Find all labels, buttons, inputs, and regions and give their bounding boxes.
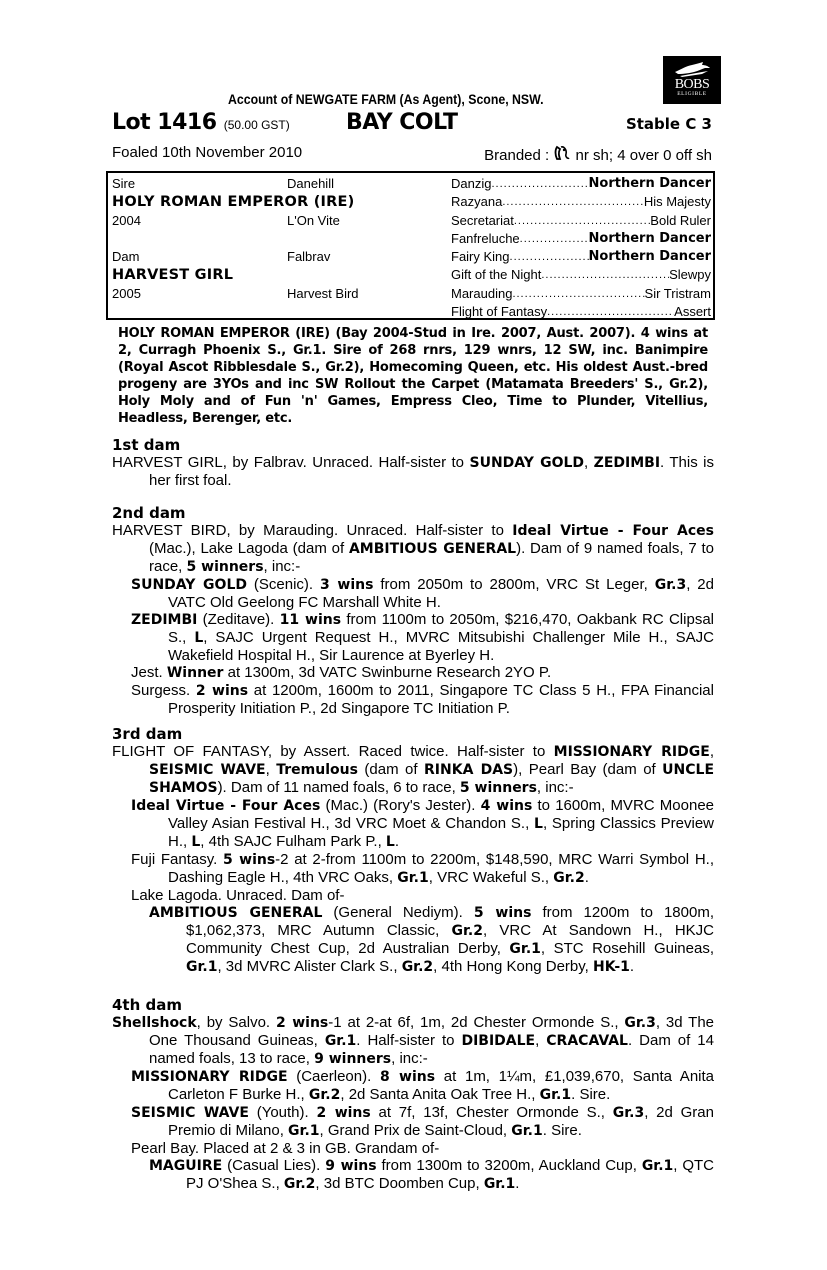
ancestor-sire: Slewpy (669, 267, 711, 283)
ancestor-sire: Northern Dancer (588, 230, 711, 246)
progeny-entry: Ideal Virtue - Four Aces (Mac.) (Rory's Jester). 4 wins to 1600m, MVRC Moonee Valley Asian Festival H., 3d VRC Moet & Chandon S., L, Spring Classics Preview H., L, 4th SAJC Fulham Park P., L. (131, 797, 715, 850)
leader-dots (512, 285, 644, 303)
section-heading: 2nd dam (112, 504, 186, 522)
logo-bobs-text: BOBS (674, 77, 710, 92)
pedigree-ancestors (451, 175, 711, 321)
ancestor-name: Gift of the Night (451, 267, 542, 283)
ancestor-row (451, 248, 711, 266)
logo-eligible-text: ELIGIBLE (677, 91, 707, 97)
gst-amount: (50.00 GST) (223, 118, 290, 132)
dam-paragraph: HARVEST GIRL, by Falbrav. Unraced. Half-sister to SUNDAY GOLD, ZEDIMBI. This is her first foal. (112, 454, 715, 489)
progeny-entry: AMBITIOUS GENERAL (General Nediym). 5 wins from 1200m to 1800m, $1,062,373, MRC Autumn Classic, Gr.2, VRC At Sandown H., HKJC Community Chest Cup, 2d Australian Derby, Gr.1, STC Rosehill Guineas, Gr.1, 3d MVRC Alister Clark S., Gr.2, 4th Hong Kong Derby, HK-1. (149, 904, 715, 975)
third-dam-section (112, 725, 714, 976)
leader-dots (541, 266, 669, 284)
ancestor-name: Razyana (451, 194, 503, 210)
brand-mark-icon (553, 144, 571, 162)
bobs-eligible-logo (663, 56, 721, 104)
progeny-entry: MISSIONARY RIDGE (Caerleon). 8 wins at 1m, 1¼m, £1,039,670, Santa Anita Carleton F Burke H., Gr.2, 2d Santa Anita Oak Tree H., Gr.1. Sire. (131, 1068, 715, 1103)
pedigree-parents (112, 175, 442, 303)
sire-label: Sire (112, 176, 136, 191)
ancestor-name: Flight of Fantasy (451, 304, 548, 320)
dam-paragraph: Shellshock, by Salvo. 2 wins-1 at 2-at 6f, 1m, 2d Chester Ormonde S., Gr.3, 3d The One Thousand Guineas, Gr.1. Half-sister to DIBIDALE, CRACAVAL. Dam of 14 named foals, 13 to race, 9 winners, inc:- (112, 1014, 715, 1067)
dam-name: HARVEST GIRL (112, 267, 234, 284)
progeny-entry: Pearl Bay. Placed at 2 & 3 in GB. Grandam of- (131, 1140, 440, 1157)
ancestor-row (451, 266, 711, 284)
brand-info (484, 144, 712, 164)
section-heading: 3rd dam (112, 725, 183, 743)
branded-label: Branded : (484, 147, 550, 164)
ancestor-sire: Northern Dancer (588, 249, 711, 265)
ancestor-sire: Northern Dancer (588, 176, 711, 191)
ancestor-sire: His Majesty (643, 194, 711, 210)
leader-dots (502, 193, 644, 211)
ancestor-sire: Sir Tristram (644, 285, 711, 301)
leader-dots (514, 212, 650, 230)
progeny-entry: ZEDIMBI (Zeditave). 11 wins from 1100m to 2050m, $216,470, Oakbank RC Clipsal S., L, SAJC Urgent Request H., MVRC Mitsubishi Challenger Mile H., SAJC Wakefield Hospital H., Sir Laurence at Byerley H. (131, 611, 715, 664)
sire-summary: HOLY ROMAN EMPEROR (IRE) (Bay 2004-Stud in Ire. 2007, Aust. 2007). 4 wins at 2, Curragh Phoenix S., Gr.1. Sire of 268 rnrs, 129 wnrs, 12 SW, inc. Banimpire (Royal Ascot Ribblesdale S., Gr.2), Homecoming Queen, etc. His oldest Aust.-bred progeny are 3YOs and inc SW Rollout the Carpet (Matamata Breeders' S., Gr.2), Holy Moly and of Fun 'n' Games, Empress Cleo, Time to Plunder, Vitellius, Headless, Berenger, etc. (118, 326, 708, 426)
leader-dots (547, 303, 674, 321)
sire-sire: Danehill (287, 176, 334, 191)
dam-paragraph: HARVEST BIRD, by Marauding. Unraced. Half-sister to Ideal Virtue - Four Aces (Mac.), Lake Lagoda (dam of AMBITIOUS GENERAL). Dam of 9 named foals, 7 to race, 5 winners, inc:- (112, 522, 715, 575)
progeny-entry: Surgess. 2 wins at 1200m, 1600m to 2011, Singapore TC Class 5 H., FPA Financial Prosperity Initiation P., 2d Singapore TC Initiation P. (131, 682, 714, 717)
ancestor-row (451, 230, 711, 248)
ancestor-row (451, 193, 711, 211)
ancestor-name: Fanfreluche (451, 230, 520, 246)
dam-paragraph: FLIGHT OF FANTASY, by Assert. Raced twice. Half-sister to MISSIONARY RIDGE, SEISMIC WAVE, Tremulous (dam of RINKA DAS), Pearl Bay (dam of UNCLE SHAMOS). Dam of 11 named foals, 6 to race, 5 winners, inc:- (112, 743, 715, 796)
foaled-date: Foaled 10th November 2010 (112, 144, 303, 161)
progeny-entry: SUNDAY GOLD (Scenic). 3 wins from 2050m to 2800m, VRC St Leger, Gr.3, 2d VATC Old Geelong FC Marshall White H. (131, 576, 714, 611)
progeny-entry: Fuji Fantasy. 5 wins-2 at 2-from 1100m to 2200m, $148,590, MRC Warri Symbol H., Dashing Eagle H., 4th VRC Oaks, Gr.1, VRC Wakeful S., Gr.2. (131, 851, 714, 886)
leader-dots (520, 230, 589, 248)
ancestor-row (451, 303, 711, 321)
progeny-entry: MAGUIRE (Casual Lies). 9 wins from 1300m to 3200m, Auckland Cup, Gr.1, QTC PJ O'Shea S., Gr.2, 3d BTC Doomben Cup, Gr.1. (149, 1157, 715, 1192)
dam-sire: Falbrav (287, 249, 331, 265)
sire-dam: L'On Vite (287, 212, 340, 228)
progeny-entry: Lake Lagoda. Unraced. Dam of- (131, 887, 345, 904)
section-heading: 1st dam (112, 436, 181, 454)
pedigree-table (106, 171, 715, 320)
leader-dots (491, 175, 588, 193)
branded-detail: nr sh; 4 over 0 off sh (575, 147, 712, 164)
leader-dots (510, 248, 589, 266)
lot-number (112, 110, 290, 135)
ancestor-name: Fairy King (451, 249, 510, 265)
ancestor-row (451, 212, 711, 230)
dam-dam: Harvest Bird (287, 285, 359, 301)
horse-description: BAY COLT (346, 110, 458, 135)
ancestor-name: Marauding (451, 285, 513, 301)
vendor-account: Account of NEWGATE FARM (As Agent), Scone, NSW. (228, 91, 544, 107)
section-heading: 4th dam (112, 996, 182, 1014)
lot-header (112, 110, 714, 136)
dam-label: Dam (112, 249, 140, 265)
second-dam-section (112, 504, 714, 717)
stable-location: Stable C 3 (625, 115, 712, 133)
sire-name: HOLY ROMAN EMPEROR (IRE) (112, 194, 355, 211)
ancestor-row (451, 285, 711, 303)
sire-year: 2004 (112, 212, 141, 228)
ancestor-sire: Bold Ruler (650, 212, 711, 228)
ancestor-sire: Assert (674, 304, 711, 320)
fourth-dam-section (112, 996, 714, 1193)
dam-year: 2005 (112, 285, 141, 301)
progeny-entry: SEISMIC WAVE (Youth). 2 wins at 7f, 13f, Chester Ormonde S., Gr.3, 2d Gran Premio di Milano, Gr.1, Grand Prix de Saint-Cloud, Gr.1. Sire. (131, 1104, 714, 1139)
horse-head-icon (672, 60, 712, 78)
progeny-entry: Jest. Winner at 1300m, 3d VATC Swinburne Research 2YO P. (131, 664, 552, 681)
ancestor-name: Danzig (451, 176, 492, 191)
ancestor-row (451, 175, 711, 193)
lot-label: Lot 1416 (112, 110, 217, 135)
ancestor-name: Secretariat (451, 212, 514, 228)
first-dam-section (112, 436, 714, 489)
